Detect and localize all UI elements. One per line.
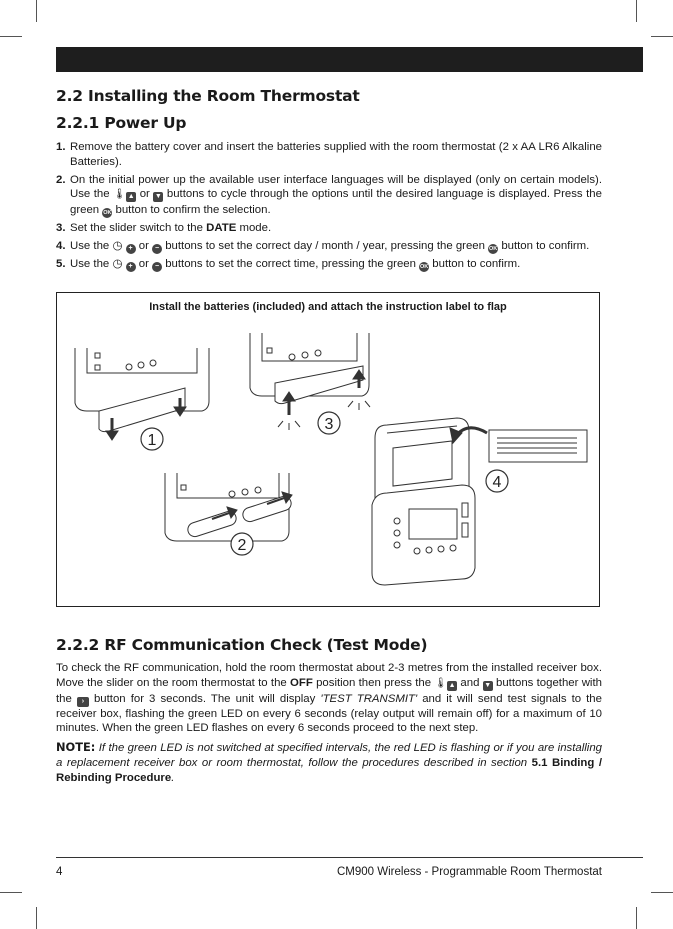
paragraph-text: buttons together with the [56,676,602,705]
thermostat-step-2 [165,473,293,541]
crop-mark [36,0,37,22]
ok-button-icon: OK [420,263,429,270]
step-number: 1. [56,141,66,153]
up-button-icon: ▲ [127,193,135,201]
power-up-steps [56,140,602,275]
step-text: button to confirm the selection. [115,204,271,217]
callout-label: 1 [147,432,157,449]
thermostat-step-4 [372,418,587,585]
footer-title: CM900 Wireless - Programmable Room Thermostat [336,866,602,878]
header-bar [56,47,643,72]
figure-caption: Install the batteries (included) and attach the instruction label to flap [149,301,507,313]
test-transmit-text: 'TEST TRANSMIT' [320,692,418,705]
clock-icon: ◷ [112,257,123,270]
thermometer-icon: 🌡︎ [113,189,127,201]
thermostat-step-1 [75,348,209,440]
plus-button-icon: + [126,244,136,254]
crop-mark [636,0,637,22]
step-text: Use the [70,257,110,270]
paragraph-text: To check the RF communication, hold the room thermostat about 2-3 metres from the installed receiver box. Move the slider on the room thermostat to the [56,662,602,689]
paragraph-text: and [460,676,480,689]
step-number: 5. [56,257,66,270]
clock-icon: ◷ [112,239,123,252]
page-number: 4 [56,866,63,878]
date-mode-label: DATE [206,222,237,235]
step-text: or [138,257,149,270]
step-text: buttons to set the correct time, pressing the green [165,257,416,270]
step-text: button to confirm. [501,239,590,252]
section-heading: 2.2 Installing the Room Thermostat [56,87,360,105]
step-text: On the initial power up the available user interface languages will be displayed (only on certain models). Use the [70,173,602,201]
off-position-label: OFF [290,676,313,689]
ok-button-icon: OK [103,210,112,217]
step-text: Remove the battery cover and insert the batteries supplied with the room thermostat (2 x AA LR6 Alkaline Batteries). [70,141,602,168]
down-button-icon: ▼ [484,681,492,689]
note-text: . [171,771,175,784]
crop-mark [651,36,673,37]
down-button-icon: ▼ [154,193,162,201]
step-text: mode. [239,222,272,235]
note-label: NOTE: [56,740,96,754]
note-text: If the green LED is not switched at specified intervals, the red LED is flashing or if you are installing a replacement receiver box or room thermostat, follow the procedures described in section [56,742,602,769]
step-text: buttons to set the correct day / month / year, pressing the green [165,239,485,252]
step-text: or [138,239,149,252]
step-number: 3. [56,222,66,235]
thermostat-step-3 [250,333,370,430]
step-text: or [139,188,150,201]
up-button-icon: ▲ [448,681,456,689]
minus-button-icon: − [152,262,162,272]
right-button-icon: › [77,697,89,707]
power-up-heading: 2.2.1 Power Up [56,114,187,132]
step-number: 2. [56,173,66,186]
step-item [56,173,602,219]
rf-check-paragraph [56,661,602,736]
callout-label: 4 [492,474,502,491]
step-item [56,140,602,170]
step-text: button to confirm. [432,257,521,270]
crop-mark [651,892,673,893]
installation-illustration [57,293,598,605]
ok-button-icon: OK [489,245,498,252]
callout-label: 2 [237,537,247,554]
rf-check-heading: 2.2.2 RF Communication Check (Test Mode) [56,636,428,654]
step-item [56,239,602,254]
footer-rule [56,857,643,858]
step-text: Set the slider switch to the [70,222,203,235]
crop-mark [0,892,22,893]
section-reference: 5.1 Binding / Rebinding Procedure [56,756,603,784]
paragraph-text: position then press the [316,676,432,689]
step-number: 4. [56,239,66,252]
thermometer-icon: 🌡︎ [434,677,448,689]
crop-mark [36,907,37,929]
paragraph-text: button for 3 seconds. The unit will display [93,692,316,705]
crop-mark [0,36,22,37]
plus-button-icon: + [126,262,136,272]
callout-label: 3 [324,416,334,433]
note-paragraph [56,740,602,785]
paragraph-text: and it will send test signals to the receiver box, flashing the green LED on every 6 seconds (relay output will remain off) for a maximum of 10 minutes. When the green LED flashes on every 6 seconds proceed to the next step. [56,692,602,735]
minus-button-icon: − [152,244,162,254]
step-text: buttons to cycle through the options until the desired language is displayed. Press the green [70,188,602,217]
step-item [56,221,602,236]
installation-figure [56,292,600,607]
step-item [56,257,602,272]
step-text: Use the [70,239,110,252]
crop-mark [636,907,637,929]
